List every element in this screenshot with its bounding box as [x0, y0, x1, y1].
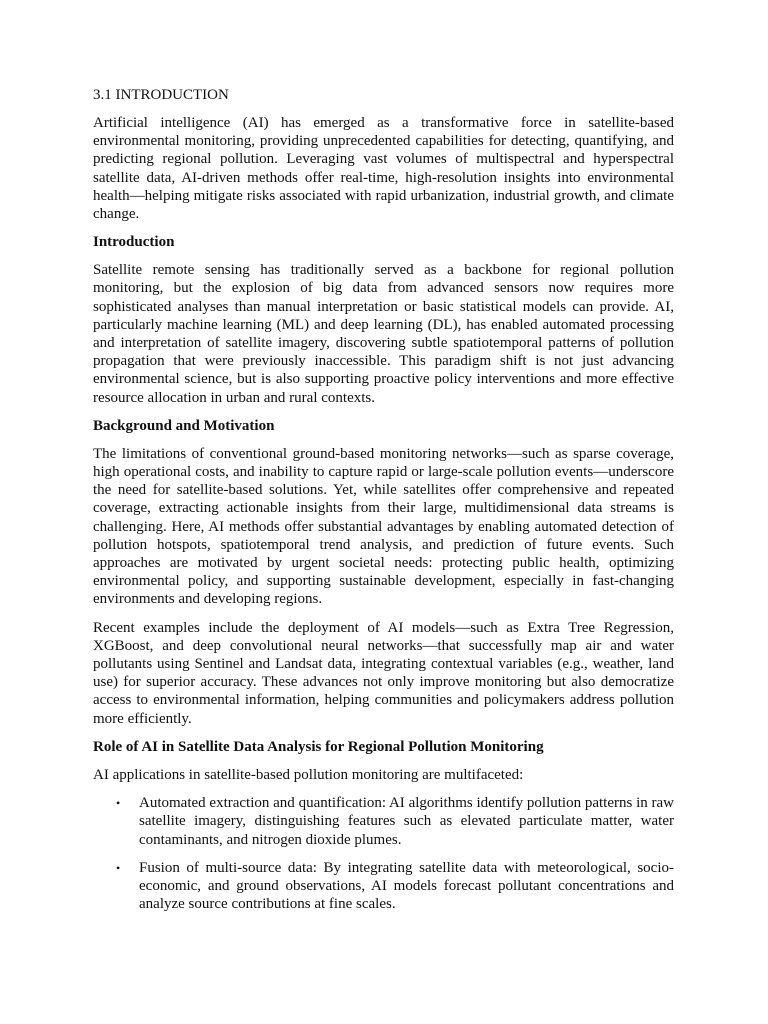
- role-lead: AI applications in satellite-based pollution monitoring are multifaceted:: [93, 766, 524, 783]
- role-heading: Role of AI in Satellite Data Analysis for Regional Pollution Monitoring: [93, 738, 544, 755]
- background-heading: Background and Motivation: [93, 417, 275, 434]
- background-paragraph-1: The limitations of conventional ground-based monitoring networks—such as sparse coverage, high operational costs, and inability to capture rapid or large-scale pollution events—underscore the need for satellite-based solutions. Yet, while satellites offer comprehensive and repeated coverage, extracting actionable insights from their large, multidimensional data streams is challenging. Here, AI methods offer substantial advantages by enabling automated detection of pollution hotspots, spatiotemporal trend analysis, and prediction of future events. Such approaches are motivated by urgent societal needs: protecting public health, optimizing environmental policy, and supporting sustainable development, especially in fast-changing environments and developing regions.: [93, 445, 674, 608]
- bullet-icon: •: [116, 860, 121, 875]
- bullet-text: Automated extraction and quantification: AI algorithms identify pollution patterns in raw satellite imagery, distinguishing features such as elevated particulate matter, water contaminants, and nitrogen dioxide plumes.: [139, 795, 674, 848]
- list-item: [116, 859, 674, 914]
- introduction-heading: Introduction: [93, 234, 175, 251]
- intro-paragraph: Artificial intelligence (AI) has emerged as a transformative force in satellite-based environmental monitoring, providing unprecedented capabilities for detecting, quantifying, and predicting regional pollution. Leveraging vast volumes of multispectral and hyperspectral satellite data, AI-driven methods offer real-time, high-resolution insights into environmental health—helping mitigate risks associated with rapid urbanization, industrial growth, and climate change.: [93, 115, 674, 223]
- role-bullet-list: [93, 794, 674, 913]
- bullet-text: Fusion of multi-source data: By integrating satellite data with meteorological, socio-economic, and ground observations, AI models forecast pollutant concentrations and analyze source contributions at fine scales.: [139, 859, 674, 913]
- section-title: 3.1 INTRODUCTION: [93, 87, 229, 103]
- introduction-paragraph: Satellite remote sensing has traditionally served as a backbone for regional pollution monitoring, but the explosion of big data from advanced sensors now requires more sophisticated analyses than manual interpretation or basic statistical models can provide. AI, particularly machine learning (ML) and deep learning (DL), has enabled automated processing and interpretation of satellite imagery, discovering subtle spatiotemporal patterns of pollution propagation that were previously inaccessible. This paradigm shift is not just advancing environmental science, but is also supporting proactive policy interventions and more effective resource allocation in urban and rural contexts.: [93, 262, 674, 406]
- list-item: [116, 794, 674, 849]
- bullet-icon: •: [116, 796, 121, 811]
- background-paragraph-2: Recent examples include the deployment of AI models—such as Extra Tree Regression, XGBoost, and deep convolutional neural networks—that successfully map air and water pollutants using Sentinel and Landsat data, integrating contextual variables (e.g., weather, land use) for superior accuracy. These advances not only improve monitoring but also democratize access to environmental information, helping communities and policymakers address pollution more efficiently.: [93, 619, 674, 727]
